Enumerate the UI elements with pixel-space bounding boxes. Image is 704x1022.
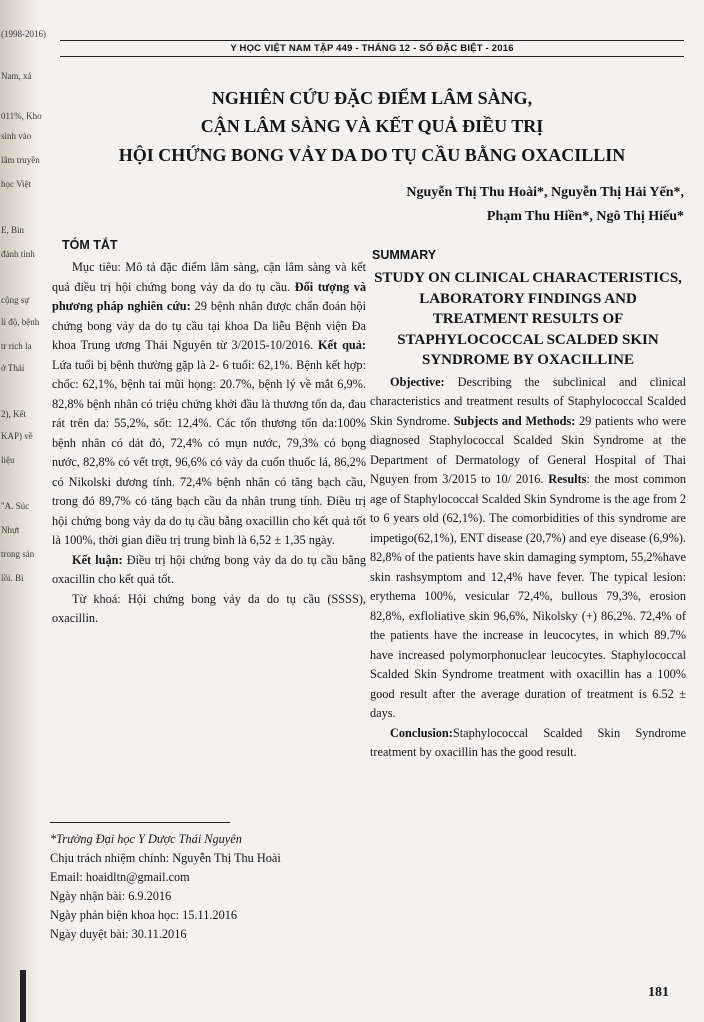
contact-email: Email: hoaidltn@gmail.com — [50, 870, 190, 884]
margin-fragment: ở Thái — [1, 363, 25, 373]
date-received: Ngày nhận bài: 6.9.2016 — [50, 889, 172, 903]
responsible-author: Chịu trách nhiệm chính: Nguyễn Thị Thu Hoài — [50, 851, 281, 865]
margin-fragment: 2), Kết — [1, 409, 26, 419]
margin-fragment: lì độ, bệnh — [1, 317, 40, 327]
margin-fragment: liệu — [1, 455, 15, 465]
english-summary — [370, 248, 686, 763]
summary-body — [370, 373, 686, 724]
keywords-paragraph — [52, 590, 366, 629]
margin-fragment: E, Bin — [1, 225, 25, 235]
margin-fragment: Nhựt — [1, 525, 20, 535]
conclusion-text: Staphylococcal Scalded Skin Syndrome treatment by oxacillin has the good result. — [370, 725, 686, 759]
margin-fragment: lồi. Bì — [1, 573, 24, 583]
summary-heading: SUMMARY — [372, 248, 437, 262]
english-title: STUDY ON CLINICAL CHARACTERISTICS, LABORATORY FINDINGS AND TREATMENT RESULTS OF STAPHYLOCOCCAL SCALDED SKIN SYNDROME BY OXACILLINE — [374, 270, 682, 368]
margin-fragment: "A. Súc — [1, 501, 30, 511]
abstract-heading: TÓM TẮT — [62, 238, 118, 252]
methods-text: 29 patients who were diagnosed Staphylococcal Scalded Skin Syndrome at the Department of Dermatology of General Hospital of Thai Nguyen from 3/2015 to 10/ 2016. — [370, 413, 686, 486]
margin-fragment: cộng sự — [1, 295, 30, 305]
keywords-text: Hội chứng bong vảy da do tụ cầu (SSSS), oxacillin. — [52, 591, 366, 625]
vietnamese-abstract — [52, 238, 366, 629]
article-title-line: CẬN LÂM SÀNG VÀ KẾT QUẢ ĐIỀU TRỊ — [200, 116, 544, 136]
abstract-body — [52, 258, 366, 551]
methods-text: 29 bệnh nhân được chẩn đoán hội chứng bong vảy da do tụ cầu tại khoa Da liễu Bệnh viện Đa khoa Trung ương Thái Nguyên từ 3/2015-10/2016. — [52, 299, 366, 352]
footnotes — [50, 830, 360, 944]
binding-shadow — [20, 970, 26, 1022]
objective-label: Objective: — [390, 374, 445, 389]
margin-fragment: 011%, Kho — [1, 111, 42, 121]
conclusion-text: Điều trị hội chứng bong vảy da do tụ cầu bằng oxacillin cho kết quả tốt. — [52, 552, 366, 586]
margin-fragment: Nam, xá — [1, 71, 32, 81]
results-label: Results — [548, 472, 587, 486]
conclusion-paragraph — [370, 724, 686, 763]
results-text: : the most common age of Staphylococcal Scalded Skin Syndrome is the age from 2 to 6 years old (62,1%). The comorbidities of this syndrome are impetigo(62,1%), ENT disease (20,7%) and eye disease (6,9%). 82,8% of the patients have skin damaging symptom, 55,2%have skin rashsymptom and 12,4% have fever. The typical lesion: erythema 100%, vesicular 72,4%, bullous 79,3%, erosion 82,8%, exfloliative skin 96,6%, Nikolsky (+) 86,2%. 72,4% of the patients have the increase in leucocytes, in which 89.7% have increased polymorphonuclear leucocytes. Staphylococcal Scalded Skin Syndrome treatment with oxacillin has a 100% good result after the average duration of treatment is 6.52 ± days. — [370, 472, 686, 720]
date-reviewed: Ngày phản biện khoa học: 15.11.2016 — [50, 908, 238, 922]
conclusion-label: Kết luận: — [72, 552, 123, 567]
objective-text: Describing the subclinical and clinical characteristics and treatment results of Staphylococcal Scalded Skin Syndrome. — [370, 374, 686, 428]
results-text: Lứa tuổi bị bệnh thường gặp là 2- 6 tuổi: 62,1%. Bệnh kết hợp: chốc: 62,1%, bệnh tai mũi họng: 20.7%, bệnh lý về mắt 6,9%. 82,8% bệnh nhân có triệu chứng khởi đầu là thương tổn da, đau rát trên da: 55,2%, sốt: 12,4%. Các tổn thương tổn da:100% bệnh nhân có dát đỏ, 72,4% có mụn nước, 79,3% có bọng nước, 82,8% có vết trợt, 96,6% có vảy da cuốn thuốc lá, 86,2% có Nikolski dương tính. 72,4% bệnh nhân có tăng bạch cầu, trong đó 89,7% có tăng bạch cầu đa nhân trung tính. Điều trị hội chứng bong vảy da do tụ cầu bằng oxacillin cho kết quả tốt là 100%, thời gian điều trị trung bình là 6,52 ± 1,35 ngày. — [52, 357, 366, 547]
author-line: Phạm Thu Hiền*, Ngô Thị Hiếu* — [486, 209, 684, 224]
article-title-line: NGHIÊN CỨU ĐẶC ĐIỂM LÂM SÀNG, — [211, 88, 533, 108]
author-line: Nguyễn Thị Thu Hoài*, Nguyễn Thị Hải Yến*, — [406, 185, 684, 200]
margin-fragment: KAP) về — [1, 431, 33, 441]
margin-fragment: tr rich la — [1, 341, 32, 351]
margin-fragment: lâm truyền — [1, 155, 40, 165]
margin-fragment: sinh vào — [1, 131, 32, 141]
affiliation-note: *Trường Đại học Y Dược Thái Nguyên — [50, 832, 242, 846]
conclusion-label: Conclusion: — [390, 725, 453, 740]
methods-label: Đối tượng và phương pháp nghiên cứu: — [52, 279, 366, 313]
margin-fragment: trong sản — [1, 549, 35, 559]
objective-text: Mô tả đặc điểm lâm sàng, cận lâm sàng và kết quả điều trị hội chứng bong vảy da do tụ cầu. — [52, 260, 366, 294]
margin-fragment: (1998-2016) — [1, 29, 46, 39]
footnote-divider — [50, 822, 230, 823]
running-header-text: Y HỌC VIỆT NAM TẬP 449 - THÁNG 12 - SỐ ĐẶC BIỆT - 2016 — [230, 43, 514, 54]
keywords-label: Từ khoá: — [72, 591, 121, 606]
results-label: Kết quả: — [318, 338, 366, 352]
page-number: 181 — [648, 985, 669, 1000]
article-title-line: HỘI CHỨNG BONG VẢY DA DO TỤ CẦU BẰNG OXACILLIN — [118, 145, 626, 165]
margin-fragment: học Việt — [1, 179, 32, 189]
methods-label: Subjects and Methods: — [453, 413, 576, 428]
objective-label: Mục tiêu: — [72, 260, 121, 274]
left-page-edge — [0, 0, 46, 1022]
date-approved: Ngày duyệt bài: 30.11.2016 — [50, 927, 187, 941]
margin-fragment: đánh tinh — [1, 249, 35, 259]
running-header — [60, 40, 684, 57]
conclusion-paragraph — [52, 551, 366, 590]
